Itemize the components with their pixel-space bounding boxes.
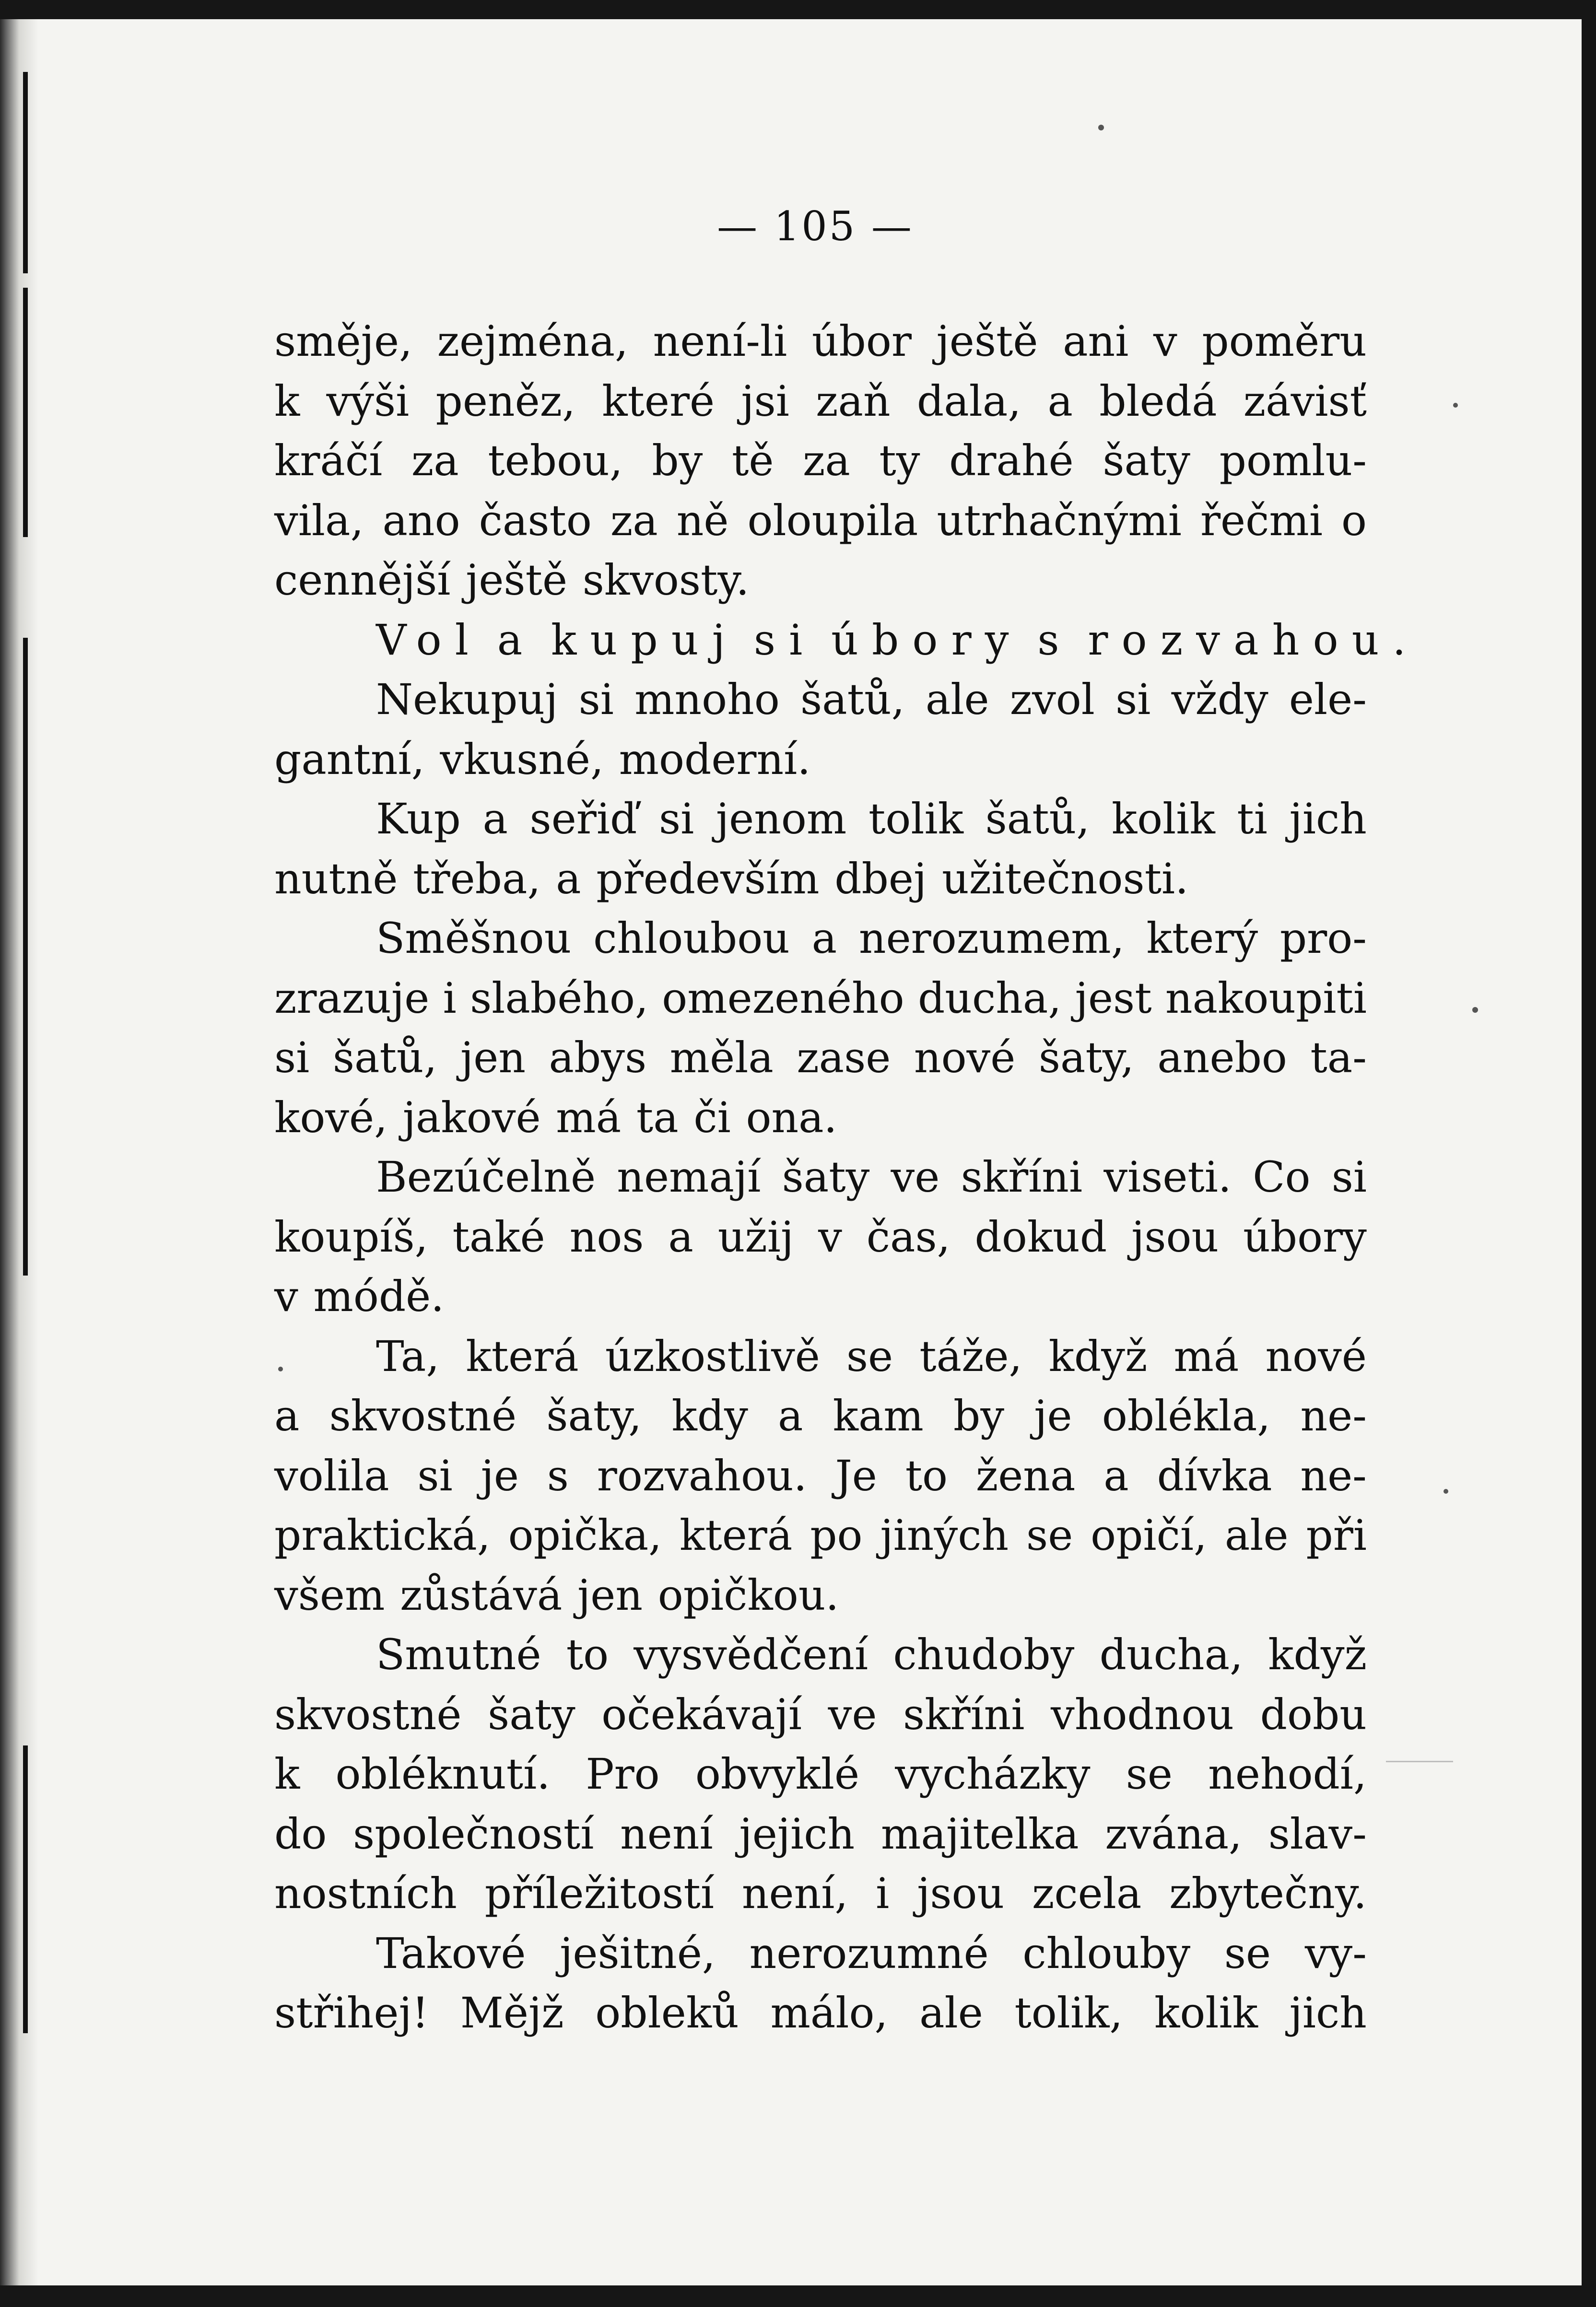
text-line xyxy=(274,969,1367,1029)
word: ještě xyxy=(466,555,568,605)
scan-border-right xyxy=(1582,0,1596,2307)
word: koupíš, xyxy=(274,1212,428,1262)
word: seřiď xyxy=(529,794,637,843)
word: jiných xyxy=(880,1511,1009,1560)
word: nakoupiti xyxy=(1165,973,1367,1023)
word: a xyxy=(482,794,508,843)
word: majitelka xyxy=(880,1809,1079,1859)
text-line xyxy=(274,1148,1367,1207)
word: chudoby xyxy=(893,1630,1075,1679)
word: když xyxy=(1048,1331,1148,1381)
word: dívka xyxy=(1157,1451,1272,1500)
word: má xyxy=(556,1092,622,1142)
word: a xyxy=(1047,376,1073,426)
word: Nekupuj xyxy=(376,675,558,724)
word: zrazuje xyxy=(274,973,430,1023)
text-line xyxy=(274,789,1367,849)
word: kolik xyxy=(1111,794,1215,843)
word: za xyxy=(610,495,658,545)
word: také xyxy=(452,1212,545,1262)
word: si xyxy=(1331,1152,1367,1202)
word: v xyxy=(1153,316,1177,366)
word: ducha, xyxy=(1099,1630,1243,1679)
word: oblékla, xyxy=(1102,1391,1271,1440)
text-line xyxy=(274,909,1367,969)
word: skvostné xyxy=(329,1391,517,1440)
word: vkusné, xyxy=(440,734,604,784)
word: skříni xyxy=(903,1689,1025,1739)
word: nutně xyxy=(274,854,398,903)
word: zůstává xyxy=(400,1570,563,1620)
word: si xyxy=(1115,675,1151,724)
word: má xyxy=(1174,1331,1239,1381)
word: šaty xyxy=(1103,436,1191,485)
word: by xyxy=(953,1391,1005,1440)
word: vycházky xyxy=(895,1749,1091,1799)
word: závisť xyxy=(1243,376,1367,426)
word: tolik, xyxy=(1014,1988,1123,2038)
word: opičí, xyxy=(1091,1511,1208,1560)
word: se xyxy=(1026,1511,1073,1560)
word: se xyxy=(1224,1928,1271,1978)
word: obléknutí. xyxy=(335,1749,551,1799)
word: nemají xyxy=(617,1152,761,1202)
word: nos xyxy=(569,1212,644,1262)
word: Ta, xyxy=(376,1331,440,1381)
word: moderní. xyxy=(619,734,811,784)
word: šaty, xyxy=(546,1391,642,1440)
word: si xyxy=(578,675,614,724)
word: drahé xyxy=(949,436,1074,485)
word: módě. xyxy=(313,1272,445,1321)
word: bledá xyxy=(1099,376,1217,426)
word: šatů, xyxy=(332,1033,437,1082)
word: zbytečny. xyxy=(1169,1869,1367,1918)
word: a xyxy=(778,1391,803,1440)
word: úbor xyxy=(811,316,912,366)
text-line xyxy=(274,670,1367,730)
binding-mark xyxy=(23,288,28,537)
word: který xyxy=(1146,913,1258,963)
word: a xyxy=(811,913,837,963)
word: užij xyxy=(717,1212,794,1262)
word: Takové xyxy=(376,1928,526,1978)
text-line xyxy=(274,491,1367,551)
word: o xyxy=(1341,495,1367,545)
word: skříni xyxy=(961,1152,1083,1202)
word: výši xyxy=(326,376,410,426)
word: se xyxy=(846,1331,893,1381)
word: všem xyxy=(274,1570,385,1620)
word: kdy xyxy=(671,1391,748,1440)
word: zaň xyxy=(816,376,891,426)
word: šatů, xyxy=(985,794,1090,843)
word: k xyxy=(274,1749,300,1799)
word: očekávají xyxy=(601,1689,802,1739)
text-line xyxy=(274,1804,1367,1864)
word: si xyxy=(753,615,816,665)
word: omezeného xyxy=(662,973,904,1023)
word: čas, xyxy=(866,1212,951,1262)
word: ve xyxy=(828,1689,877,1739)
scan-border-bottom xyxy=(0,2285,1596,2307)
text-line xyxy=(274,1088,1367,1148)
word: kupuj xyxy=(551,615,739,665)
word: chlouby xyxy=(1022,1928,1191,1978)
text-line xyxy=(274,1446,1367,1506)
word: žena xyxy=(975,1451,1076,1500)
paper-speck xyxy=(1443,1489,1448,1494)
text-line xyxy=(274,1506,1367,1566)
word: utrhačnými xyxy=(937,495,1182,545)
word: ele- xyxy=(1289,675,1367,724)
word: které xyxy=(602,376,715,426)
word: slav- xyxy=(1268,1809,1367,1859)
page-binding-shadow xyxy=(0,0,38,2307)
word: volila xyxy=(274,1451,389,1500)
word: kráčí xyxy=(274,436,383,485)
word: za xyxy=(803,436,850,485)
word: když xyxy=(1268,1630,1367,1679)
text-line xyxy=(274,1745,1367,1804)
word: skvosty. xyxy=(582,555,750,605)
word: úbory xyxy=(831,615,1022,665)
word: jenom xyxy=(716,794,847,843)
word: obvyklé xyxy=(695,1749,860,1799)
word: jakové xyxy=(402,1092,541,1142)
word: zejména, xyxy=(437,316,629,366)
word: řečmi xyxy=(1200,495,1323,545)
word: jich xyxy=(1289,1988,1367,2038)
word: dokud xyxy=(974,1212,1107,1262)
word: nové xyxy=(1265,1331,1367,1381)
word: užitečnosti. xyxy=(941,854,1189,903)
word: vila, xyxy=(274,495,364,545)
word: peněz, xyxy=(435,376,575,426)
word: cennější xyxy=(274,555,451,605)
word: i xyxy=(876,1869,890,1918)
word: či xyxy=(693,1092,731,1142)
word: zvol xyxy=(1009,675,1095,724)
word: s xyxy=(547,1451,569,1500)
text-line xyxy=(274,1566,1367,1626)
word: není-li xyxy=(653,316,787,366)
word: ne- xyxy=(1300,1451,1367,1500)
word: šaty, xyxy=(1038,1033,1134,1082)
binding-mark xyxy=(23,638,28,1276)
binding-mark xyxy=(23,1745,28,2033)
word: ani xyxy=(1063,316,1129,366)
word: Smutné xyxy=(376,1630,541,1679)
word: do xyxy=(274,1809,327,1859)
word: jich xyxy=(1289,794,1367,843)
text-line xyxy=(274,1625,1367,1685)
word: ně xyxy=(676,495,729,545)
word: není xyxy=(620,1809,713,1859)
text-line xyxy=(274,431,1367,491)
word: ano xyxy=(382,495,460,545)
word: si xyxy=(274,1033,310,1082)
text-line xyxy=(274,1386,1367,1446)
text-line xyxy=(274,849,1367,909)
word: to xyxy=(566,1630,609,1679)
word: skvostné xyxy=(274,1689,462,1739)
word: ne- xyxy=(1300,1391,1367,1440)
paper-speck xyxy=(1453,403,1458,408)
word: dobu xyxy=(1260,1689,1367,1739)
word: Je xyxy=(835,1451,877,1500)
text-line xyxy=(274,1983,1367,2043)
word: zvána, xyxy=(1105,1809,1243,1859)
word: ti xyxy=(1237,794,1267,843)
word: společností xyxy=(353,1809,594,1859)
word: Mějž xyxy=(460,1988,564,2038)
text-line xyxy=(274,1267,1367,1327)
word: anebo xyxy=(1157,1033,1287,1082)
word: se xyxy=(1126,1749,1173,1799)
word: i xyxy=(443,973,457,1023)
word: kam xyxy=(833,1391,924,1440)
word: třeba, xyxy=(413,854,541,903)
word: málo, xyxy=(770,1988,888,2038)
word: ona. xyxy=(746,1092,837,1142)
word: nerozumné xyxy=(749,1928,989,1978)
scan-border-top xyxy=(0,0,1596,19)
word: nostních xyxy=(274,1869,457,1918)
word: tě xyxy=(731,436,774,485)
word: šaty xyxy=(782,1152,870,1202)
word: poměru xyxy=(1202,316,1367,366)
word: a xyxy=(274,1391,300,1440)
word: vysvědčení xyxy=(634,1630,868,1679)
text-line xyxy=(274,1924,1367,1984)
word: mnoho xyxy=(634,675,780,724)
word: kové, xyxy=(274,1092,388,1142)
word: jen xyxy=(577,1570,643,1620)
word: jsou xyxy=(1131,1212,1219,1262)
word: která xyxy=(466,1331,579,1381)
margin-pencil-mark xyxy=(1386,1761,1453,1762)
word: Pro xyxy=(586,1749,660,1799)
word: gantní, xyxy=(274,734,425,784)
word: v xyxy=(818,1212,842,1262)
word: Kup xyxy=(376,794,461,843)
text-line xyxy=(274,372,1367,432)
word: měla xyxy=(669,1033,774,1082)
word: jsi xyxy=(741,376,789,426)
word: Směšnou xyxy=(376,913,572,963)
text-line xyxy=(274,1028,1367,1088)
word: a xyxy=(668,1212,693,1262)
word: je xyxy=(481,1451,519,1500)
word: to xyxy=(905,1451,948,1500)
word: oloupila xyxy=(747,495,918,545)
word: abys xyxy=(549,1033,647,1082)
binding-mark xyxy=(23,72,28,273)
word: vy- xyxy=(1304,1928,1367,1978)
word: tolik xyxy=(868,794,963,843)
word: tebou, xyxy=(488,436,623,485)
word: v xyxy=(274,1272,298,1321)
word: příležitostí xyxy=(484,1869,715,1918)
word: dbej xyxy=(834,854,927,903)
word: obleků xyxy=(595,1988,739,2038)
word: ješitné, xyxy=(560,1928,716,1978)
word: která xyxy=(680,1511,793,1560)
text-line xyxy=(274,550,1367,610)
word: rozvahou. xyxy=(597,1451,807,1500)
word: Vol xyxy=(376,615,482,665)
word: při xyxy=(1306,1511,1367,1560)
word: šaty xyxy=(488,1689,575,1739)
word: je xyxy=(1034,1391,1072,1440)
word: často xyxy=(479,495,592,545)
word: ty xyxy=(879,436,920,485)
word: a xyxy=(1103,1451,1129,1500)
word: jejich xyxy=(739,1809,855,1859)
word: směje, xyxy=(274,316,413,366)
word: s xyxy=(1037,615,1073,665)
word: jest xyxy=(1075,973,1152,1023)
word: střihej! xyxy=(274,1988,429,2038)
page-number: — 105 — xyxy=(717,203,914,250)
word: opičkou. xyxy=(657,1570,839,1620)
word: pomlu- xyxy=(1219,436,1367,485)
word: nehodí, xyxy=(1208,1749,1367,1799)
word: ve xyxy=(891,1152,940,1202)
word: k xyxy=(274,376,300,426)
word: jen xyxy=(460,1033,526,1082)
word: úzkostlivě xyxy=(605,1331,820,1381)
text-line xyxy=(274,1327,1367,1387)
word: vždy xyxy=(1171,675,1268,724)
text-line xyxy=(274,730,1367,790)
word: Bezúčelně xyxy=(376,1152,596,1202)
word: není, xyxy=(741,1869,848,1918)
text-line xyxy=(274,1864,1367,1924)
word: zcela xyxy=(1032,1869,1142,1918)
word: táže, xyxy=(919,1331,1022,1381)
word: jsou xyxy=(917,1869,1005,1918)
paper-speck xyxy=(1098,125,1104,130)
word: vhodnou xyxy=(1051,1689,1234,1739)
word: ta xyxy=(636,1092,679,1142)
word: zase xyxy=(797,1033,891,1082)
word: si xyxy=(417,1451,453,1500)
body-text xyxy=(274,312,1420,2043)
word: Co xyxy=(1253,1152,1311,1202)
word: ta- xyxy=(1310,1033,1367,1082)
word: a xyxy=(556,854,581,903)
word: úbory xyxy=(1243,1212,1367,1262)
word: ale xyxy=(1224,1511,1289,1560)
word: si xyxy=(658,794,694,843)
word: kolik xyxy=(1154,1988,1258,2038)
text-line xyxy=(274,610,1420,670)
word: by xyxy=(652,436,703,485)
word: chloubou xyxy=(593,913,790,963)
word: za xyxy=(411,436,459,485)
word: rozvahou. xyxy=(1088,615,1420,665)
text-line xyxy=(274,1207,1367,1267)
word: ducha, xyxy=(917,973,1062,1023)
word: po xyxy=(810,1511,863,1560)
word: nové xyxy=(914,1033,1016,1082)
word: praktická, xyxy=(274,1511,491,1560)
paper-speck xyxy=(1472,1007,1478,1013)
word: viseti. xyxy=(1103,1152,1232,1202)
word: šatů, xyxy=(800,675,905,724)
word: ještě xyxy=(936,316,1038,366)
word: ale xyxy=(919,1988,983,2038)
text-line xyxy=(274,312,1367,372)
word: opička, xyxy=(508,1511,662,1560)
text-line xyxy=(274,1685,1367,1745)
word: především xyxy=(596,854,820,903)
word: slabého, xyxy=(470,973,648,1023)
word: pro- xyxy=(1279,913,1367,963)
word: a xyxy=(497,615,536,665)
word: nerozumem, xyxy=(858,913,1125,963)
word: dala, xyxy=(916,376,1021,426)
word: ale xyxy=(925,675,989,724)
